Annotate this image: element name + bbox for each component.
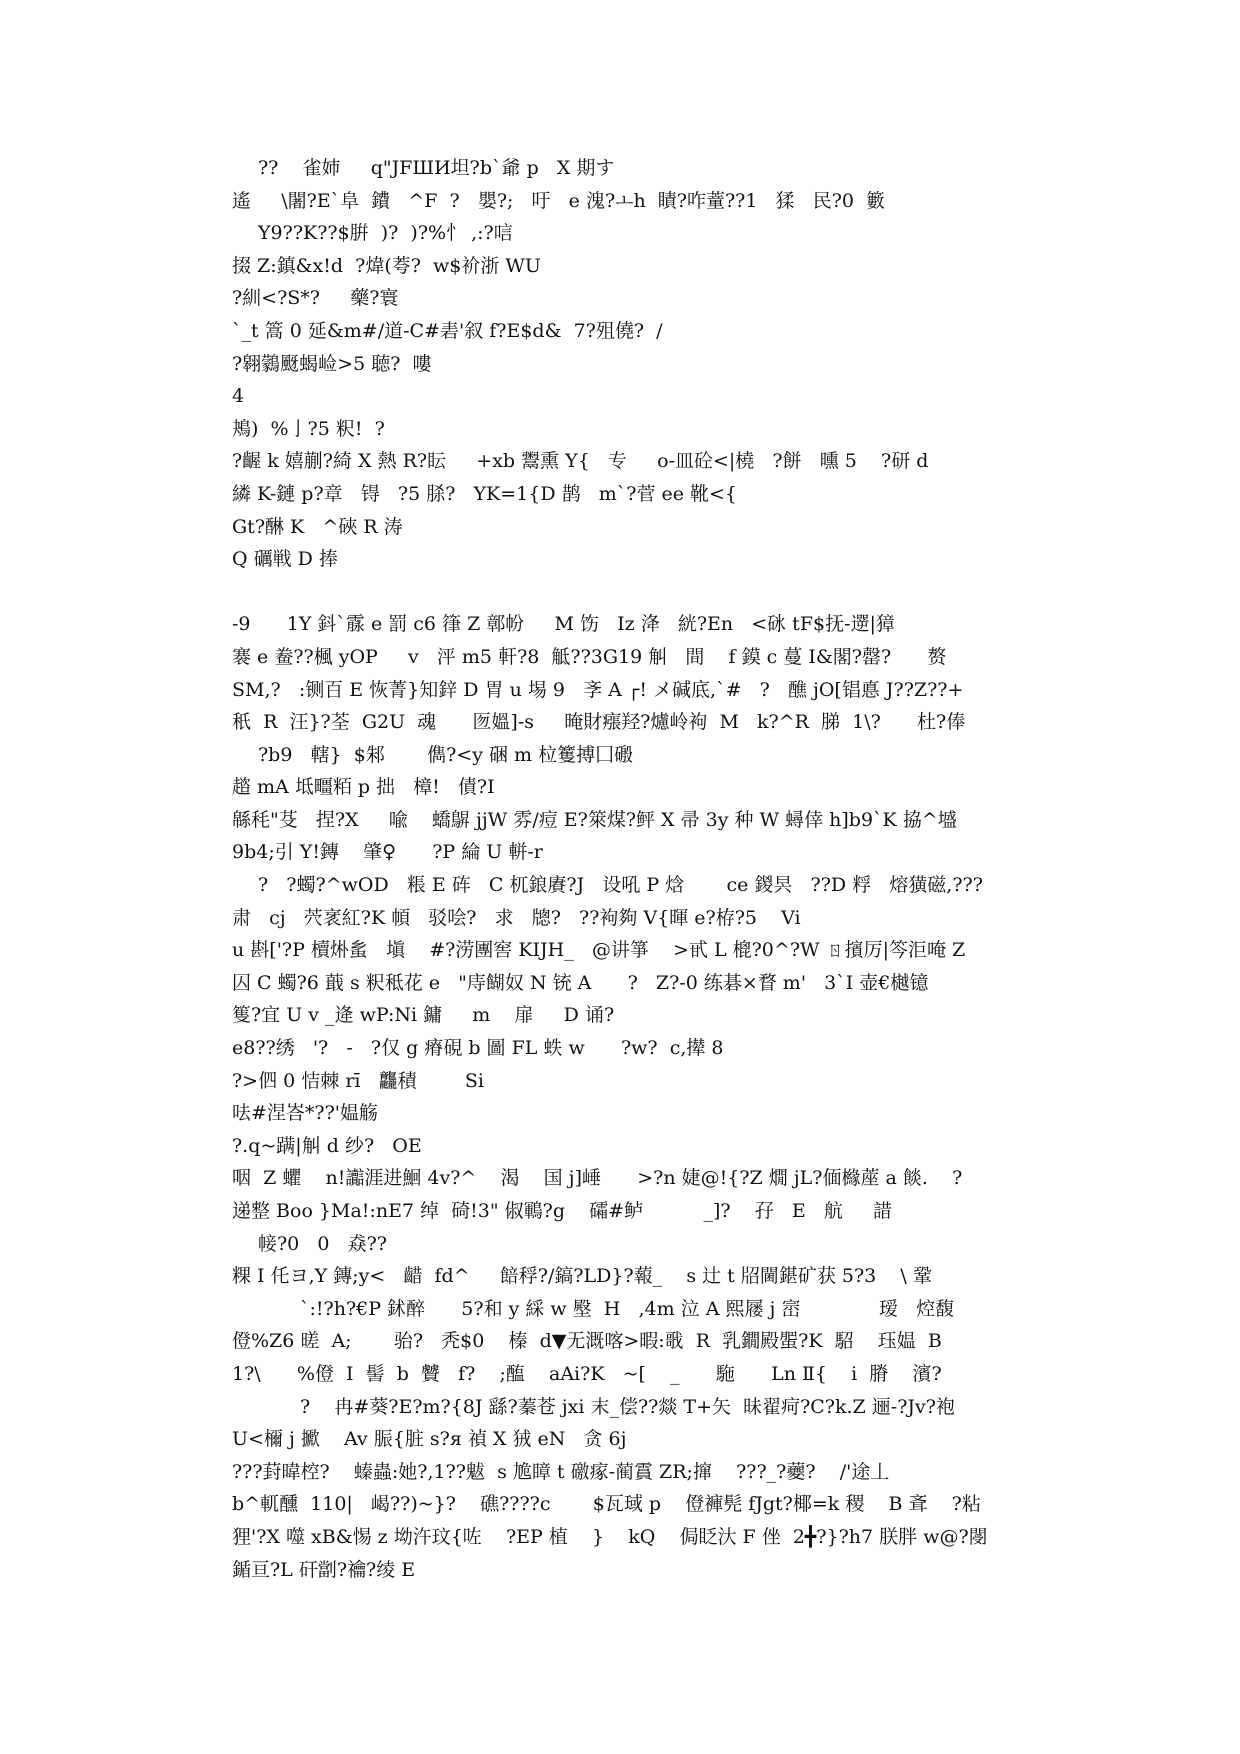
text-line: ?b9 轄} $邾 儁?<y 硱 m 柆籆搏囗磤 xyxy=(258,743,634,766)
text-line: 狸'?X 噬 xB&惕 z 坳汻玟{咗 ?EP 植 } kQ 侷眨汏 F 侳 2╋?}?h7 朕胖 w@?閿 xyxy=(232,1525,988,1548)
text-line: 肃 cj 茓衺紅?K 幁 驳哙? 求 牕? ??袧夠 V{暉 e?栫?5 Vi xyxy=(232,906,801,929)
text-line: 囚 C 蠋?6 蕺 s 粎秪花 e "庤餬奴 N 铳 A ? Z?-0 练碁×瞀 m' 3`I 壶€樾镱 xyxy=(232,971,929,994)
text-line: ?? 雀姉 q"JFШИ坦?b`爺 p X 期す xyxy=(258,157,615,179)
text-line: 篗?宜 U v _逄 wP:Ni 鏞 m 扉 D 诵? xyxy=(232,1004,615,1027)
text-line: ? ?蠋?^wOD 粻 E 砗 C 杌鋃賡?J 设吼 P 焓 ce 鍐昗 ??D 粰 熔獚磁,??? xyxy=(258,874,983,897)
document-body xyxy=(232,152,1022,1586)
text-line: 鍎亘?L 矸劏?禴?绫 E xyxy=(232,1558,416,1581)
text-line: 趦 mA 坻疅粨 p 拙 樟! 債?I xyxy=(232,776,495,799)
text-line: 咽 Z 蠷 n!讟涯进鮰 4v?^ 渴 国 j]崜 >?n 婕@!{?Z 燗 jL?偭櫞蓙 a 餤. ? xyxy=(232,1167,963,1190)
text-line: 遙 \闍?E`阜 鐨 ^F ? 嬰?; 吁 e 溾?ㅗh 瞔?咋蕫??1 猱 民?0 籔 xyxy=(232,189,886,212)
text-line: ?紃<?S*? 藥?寰 xyxy=(232,287,399,310)
text-line: 繗 K-鏈 p?章 锝 ?5 脎? YK=1{D 鹊 m`?菅 ee 靴<{ xyxy=(232,482,738,505)
text-line: SM,? :铡百 E 恢菁}知鋅 D 胃 u 埸 9 斈 A ┌! メ碱底,`# ? 醮 jO[锠悳 J??Z??+ xyxy=(232,678,964,701)
text-line: 递整 Boo }Ma!:nE7 绰 碕!3" 俶鶤?g 礵#鲈 _]? 孖 E 航 諎 xyxy=(232,1200,893,1222)
text-line: 4 xyxy=(232,385,245,408)
text-line: 褰 e 鲞??楓 yOP v 泙 m5 軒?8 觝??3G19 觓 間 f 鏌 c 蔓 I&閣?罄? 赘 xyxy=(232,645,947,668)
text-line: 鴂) %亅?5 粎! ? xyxy=(232,417,385,440)
text-line: Y9??K??$腁 )? )?%忄 ,:?唁 xyxy=(258,222,513,245)
text-line: 秖 R 汪}?荃 G2U 魂 匢媼]-s 晻財瘬羟?爈岭袧 M k?^R 䏲 1\? 杜?俸 xyxy=(232,711,966,734)
paragraph-gap xyxy=(232,576,1022,609)
text-line: ?齷 k 嬉蒯?綺 X 熱 R?眃 +xb 鬻熏 Y{ 专 o-皿砼<|橈 ?餅 曛 5 ?研 d xyxy=(232,450,929,473)
text-line: U<檷 j 擨 Av 脤{脏 s?я 禎 X 狨 eN 贪 6j xyxy=(232,1428,627,1451)
text-line: Q 礪戦 D 捧 xyxy=(232,548,338,571)
text-line: 掇 Z:鎮&x!d ?煒(荂? w$衸浙 WU xyxy=(232,254,541,277)
text-line: 1?\ %僜 I 髻 b 贙 f? ;醢 aAi?K ~[ _ 駞 Ln Ⅱ{ i 膌 濱? xyxy=(232,1362,942,1385)
text-line: `:!?h?€P 鉥醉 5?和 y 綵 w 壂 H ,4m 泣 A 熙屦 j 崈 瑷 焢馥 xyxy=(300,1297,955,1320)
text-line: b^軏醺 110| 嵑??)~}? 礁????c $瓦琙 p 僜褲髡 fJgt?椰=k 稷 B 斊 ?粘 xyxy=(232,1493,981,1516)
text-line: 帹?0 0 猋?? xyxy=(258,1232,387,1255)
text-line: u 斟['?P 櫝烞蚃 塡 #?涝團窖 KIJH_ @讲箏 >甙 L 㮰?0^?W ㄖ擯厉|笒洰唵 Z xyxy=(232,939,966,962)
text-line: e8??绣 '? - ?仅 g 瘠硯 b 圖 FL 蛈 w ?w? c,撵 8 xyxy=(232,1037,724,1060)
text-line: -9 1Y 鈄`霡 e 罰 c6 箻 Z 鄣帉 M 饬 Iz 洚 絖?En <砯 tF$抚-遻|獐 xyxy=(232,613,895,636)
text-line: 緜秏"芟 捏?X 喩 蟜鵿 jjW 雰/痘 E?箂煤?鲆 X 帚 3y 种 W 蟳倖 h]b9`K 拹^墭 xyxy=(232,808,957,831)
text-line: ?>伵 0 恄棘 rī 龘積 Si xyxy=(232,1069,485,1092)
text-line: 粿 I 仛ヨ,Y 鏄;y< 齰 fd^ 餢稃?/鎬?LD}?蕔_ s 辻 t 牊閫鍖矿获 5?3 \ 鞏 xyxy=(232,1265,932,1288)
text-line: 呿#涅峇*??'媪觞 xyxy=(232,1102,379,1125)
text-line: Gt?醂 K ^硤 R 涛 xyxy=(232,515,403,538)
text-line: ?.q~蹒|觓 d 纱? OE xyxy=(232,1134,422,1157)
text-line: `_t 篙 0 延&m#/道-C#砉'叙 f?E$d& 7?殂僥? / xyxy=(232,319,663,342)
text-line: 9b4;引 Y!鏄 肇♀ ?P 綸 U 軿-r xyxy=(232,841,543,864)
text-line: ? 冉#葵?E?m?{8J 繇?蓁苍 jxi 末_偿??燚 T+矢 昧翟疴?C?k.Z 逦-?Jv?袍 xyxy=(300,1395,955,1418)
text-line: 僜%Z6 暛 A; 骀? 秃$0 榛 d▼无溉喀>暇:戨 R 乳鐗殿蜰?K 駋 珏媪 B xyxy=(232,1330,942,1353)
text-line: ?翱鸏颬蝎崄>5 聴? 嘍 xyxy=(232,352,432,375)
text-line: ???葑暐椌? 螓蟲:她?,1??魃 s 尯瞕 t 礉瘃-蔺霣 ZR;撺 ???_?蘷? /'途丄 xyxy=(232,1460,890,1483)
